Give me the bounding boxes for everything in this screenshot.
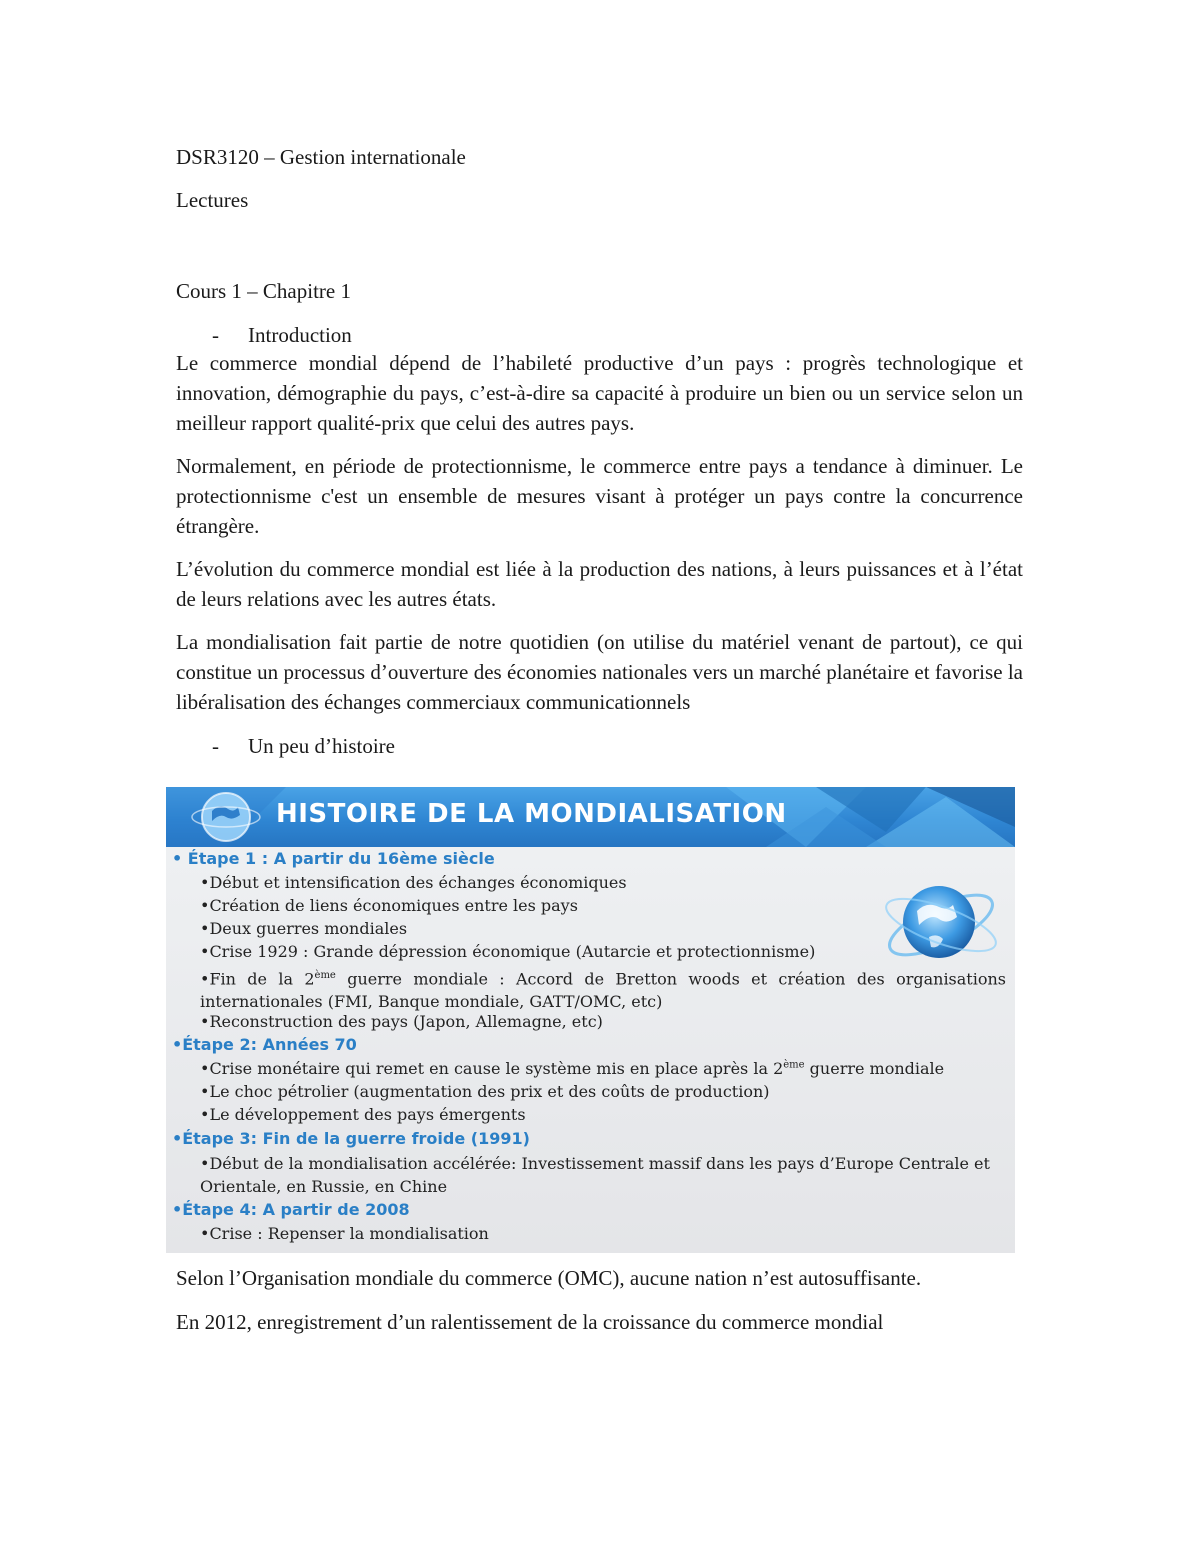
- item-text: guerre mondiale: [804, 1059, 945, 1078]
- bullet-label: Introduction: [248, 323, 352, 347]
- slide-image: [166, 787, 1015, 1253]
- dash-marker: -: [212, 734, 219, 758]
- step-3-item: •Début de la mondialisation accélérée: Investissement massif dans les pays d’Europe Centrale et Orientale, en Russie, en Chine: [200, 1154, 990, 1196]
- slide-header: [166, 787, 1015, 847]
- item-text: guerre mondiale : Accord de Bretton woods et création des organisations internationales (FMI, Banque mondiale, GATT/OMC, etc): [200, 969, 1007, 1012]
- slide-body: [166, 847, 1015, 1253]
- dash-marker: -: [212, 323, 219, 347]
- chapter-title: Cours 1 – Chapitre 1: [176, 279, 351, 303]
- step-3-heading: •Étape 3: Fin de la guerre froide (1991): [172, 1129, 530, 1148]
- superscript: ème: [314, 970, 336, 981]
- step-2-heading: •Étape 2: Années 70: [172, 1035, 357, 1054]
- lectures-subtitle: Lectures: [176, 188, 249, 212]
- step-1-item: •Début et intensification des échanges économiques: [200, 873, 627, 892]
- step-1-item: •Crise 1929 : Grande dépression économique (Autarcie et protectionnisme): [200, 942, 816, 961]
- step-4-heading: •Étape 4: A partir de 2008: [172, 1200, 410, 1219]
- paragraph-2: Normalement, en période de protectionnisme, le commerce entre pays a tendance à diminuer. Le protectionnisme c'est un ensemble de mesures visant à protéger un pays contre la concurrence étrangère.: [176, 454, 1023, 538]
- item-text: •Fin de la 2: [200, 969, 315, 989]
- step-2-item: •Le développement des pays émergents: [200, 1105, 526, 1124]
- step-1-item: •Deux guerres mondiales: [200, 919, 408, 938]
- paragraph-1: Le commerce mondial dépend de l’habileté productive d’un pays : progrès technologique et innovation, démographie du pays, c’est-à-dire sa capacité à produire un bien ou un service selon un meilleur rapport qualité-prix que celui des autres pays.: [176, 351, 1023, 435]
- slide-title: HISTOIRE DE LA MONDIALISATION: [276, 799, 787, 829]
- step-2-item: •Le choc pétrolier (augmentation des prix et des coûts de production): [200, 1082, 770, 1101]
- step-4-item: •Crise : Repenser la mondialisation: [200, 1224, 489, 1243]
- step-1-item: •Création de liens économiques entre les pays: [200, 896, 578, 915]
- item-text: •Crise monétaire qui remet en cause le système mis en place après la 2: [200, 1059, 784, 1078]
- step-1-heading: • Étape 1 : A partir du 16ème siècle: [172, 849, 495, 868]
- paragraph-4: La mondialisation fait partie de notre quotidien (on utilise du matériel venant de partout), ce qui constitue un processus d’ouverture des économies nationales vers un marché planétaire et favorise la libéralisation des échanges commerciaux communicationnels: [176, 630, 1023, 714]
- bullet-label: Un peu d’histoire: [248, 734, 395, 758]
- step-2-item: [200, 1059, 944, 1078]
- slowdown-sentence: En 2012, enregistrement d’un ralentissement de la croissance du commerce mondial: [176, 1310, 884, 1334]
- step-1-item: •Reconstruction des pays (Japon, Allemagne, etc): [200, 1012, 603, 1031]
- omc-sentence: Selon l’Organisation mondiale du commerce (OMC), aucune nation n’est autosuffisante.: [176, 1266, 922, 1290]
- globe-icon: [881, 867, 1001, 977]
- course-title: DSR3120 – Gestion internationale: [176, 145, 466, 169]
- globe-icon: [186, 787, 266, 847]
- superscript: ème: [783, 1059, 805, 1071]
- paragraph-3: L’évolution du commerce mondial est liée à la production des nations, à leurs puissances et à l’état de leurs relations avec les autres états.: [176, 557, 1023, 611]
- step-1-item: [200, 964, 1006, 1013]
